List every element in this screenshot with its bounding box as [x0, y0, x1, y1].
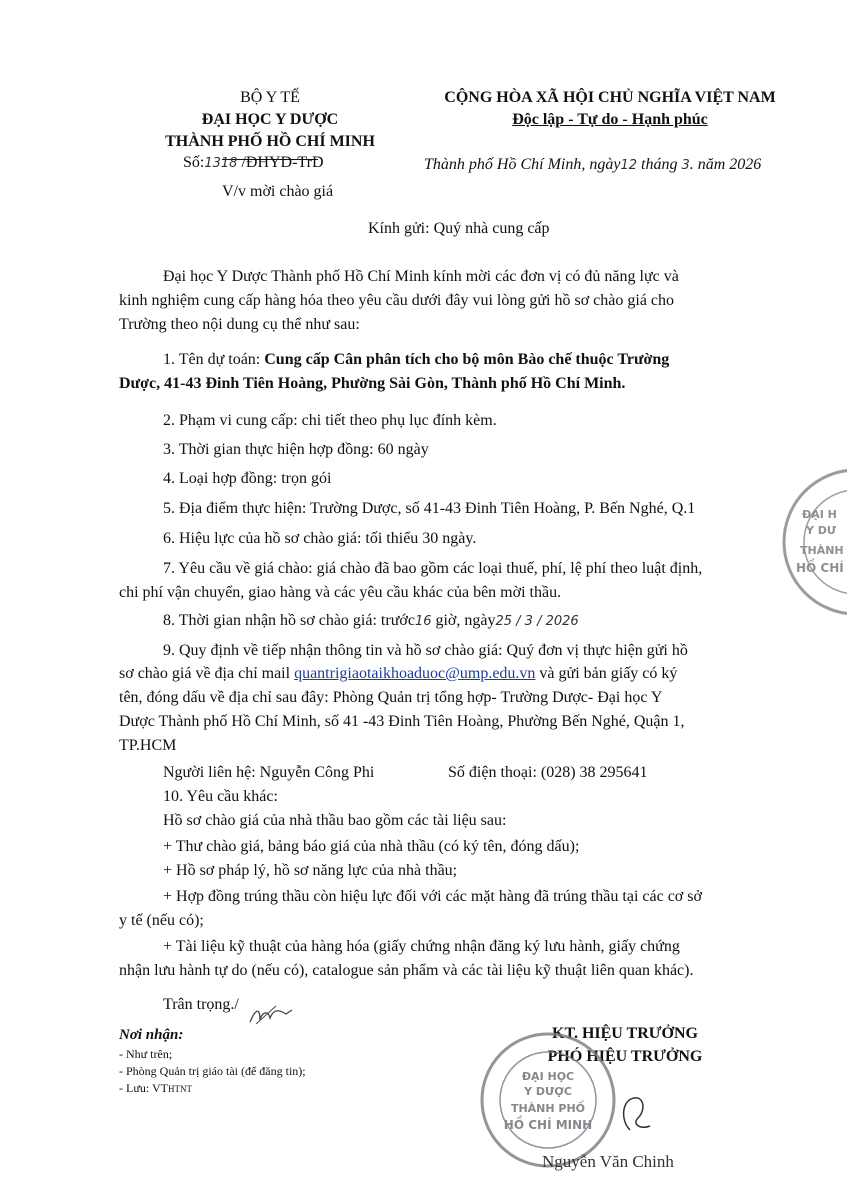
item-9-line-5: TP.HCM — [119, 737, 177, 754]
item-9-line-1: 9. Quy định về tiếp nhận thông tin và hồ sơ chào giá: Quý đơn vị thực hiện gửi hồ — [163, 642, 688, 659]
issuer-block — [120, 87, 420, 160]
deadline-date-handwritten: 25 / 3 / 2026 — [495, 614, 579, 629]
item-10-intro: Hồ sơ chào giá của nhà thầu bao gồm các tài liệu sau: — [163, 812, 507, 829]
signer-name: Nguyễn Văn Chinh — [542, 1152, 674, 1171]
document-subject: V/v mời chào giá — [222, 183, 334, 200]
university-name-line2: THÀNH PHỐ HỒ CHÍ MINH — [165, 133, 375, 150]
document-date: Thành phố Hồ Chí Minh, ngày12 tháng 3. năm 2026 — [424, 156, 762, 173]
intro-line-3: Trường theo nội dung cụ thể như sau: — [119, 316, 360, 333]
greeting: Kính gửi: Quý nhà cung cấp — [368, 220, 550, 237]
contact-person: Người liên hệ: Nguyễn Công Phi — [163, 764, 375, 781]
item-10-a: + Thư chào giá, bảng báo giá của nhà thầu (có ký tên, đóng dấu); — [163, 838, 580, 855]
deadline-hour-handwritten: 16 — [414, 614, 432, 629]
seal-text-4: HỒ CHÍ MINH — [503, 1118, 593, 1132]
item-10: 10. Yêu cầu khác: — [163, 788, 278, 805]
item-8: 8. Thời gian nhận hồ sơ chào giá: trước16 giờ, ngày25 / 3 / 2026 — [163, 612, 579, 629]
national-motto: Độc lập - Tự do - Hạnh phúc — [512, 111, 708, 128]
item-10-d-line-1: + Tài liệu kỹ thuật của hàng hóa (giấy chứng nhận đăng ký lưu hành, giấy chứng — [163, 938, 680, 955]
item-4: 4. Loại hợp đồng: trọn gói — [163, 470, 332, 487]
seal-text-1: ĐẠI HỌC — [521, 1070, 575, 1083]
date-month-handwritten: 3 — [681, 158, 690, 173]
side-seal-text-4: HỒ CHÍ — [796, 561, 844, 575]
document-number-handwritten: 1318 — [204, 156, 238, 171]
contact-phone: Số điện thoại: (028) 38 295641 — [448, 764, 648, 781]
item-2: 2. Phạm vi cung cấp: chi tiết theo phụ lục đính kèm. — [163, 412, 497, 429]
item-9-line-2: sơ chào giá về địa chỉ mail quantrigiaotaikhoaduoc@ump.edu.vn và gửi bản giấy có ký — [119, 665, 678, 682]
intro-line-2: kinh nghiệm cung cấp hàng hóa theo yêu cầu dưới đây vui lòng gửi hồ sơ chào giá cho — [119, 292, 675, 309]
intro-line-1: Đại học Y Dược Thành phố Hồ Chí Minh kính mời các đơn vị có đủ năng lực và — [163, 268, 679, 285]
ministry-name: BỘ Y TẾ — [240, 89, 300, 106]
email-link[interactable]: quantrigiaotaikhoaduoc@ump.edu.vn — [294, 665, 536, 682]
item-3: 3. Thời gian thực hiện hợp đồng: 60 ngày — [163, 441, 429, 458]
seal-text-3: THÀNH PHỐ — [510, 1102, 586, 1115]
signature-scribble — [600, 1090, 660, 1140]
item-7-line-1: 7. Yêu cầu về giá chào: giá chào đã bao gồm các loại thuế, phí, lệ phí theo luật định, — [163, 560, 703, 577]
item-10-b: + Hồ sơ pháp lý, hồ sơ năng lực của nhà thầu; — [163, 862, 458, 879]
recipient-3: - Lưu: VTHTNT — [119, 1081, 192, 1095]
recipient-2: - Phòng Quản trị giáo tài (để đăng tin); — [119, 1064, 306, 1078]
closing: Trân trọng./ — [163, 996, 239, 1013]
date-day-handwritten: 12 — [620, 158, 637, 173]
recipient-1: - Như trên; — [119, 1047, 173, 1061]
item-6: 6. Hiệu lực của hồ sơ chào giá: tối thiểu 30 ngày. — [163, 530, 477, 547]
project-name: Cung cấp Cân phân tích cho bộ môn Bào chế thuộc Trường — [264, 351, 670, 368]
national-header — [420, 87, 800, 131]
side-seal-text-1: ĐẠI H — [802, 508, 837, 521]
item-10-d-line-2: nhận lưu hành tự do (nếu có), catalogue sản phẩm và các tài liệu kỹ thuật liên quan khác). — [119, 962, 694, 979]
side-seal — [776, 464, 847, 620]
initials-scribble — [246, 1002, 296, 1028]
seal-text-2: Y DƯỢC — [524, 1085, 572, 1098]
item-1-line-2: Dược, 41-43 Đinh Tiên Hoàng, Phường Sài Gòn, Thành phố Hồ Chí Minh. — [119, 375, 626, 392]
item-7-line-2: chi phí vận chuyển, giao hàng và các yêu cầu khác của bên mời thầu. — [119, 584, 562, 601]
signature-line-2: PHÓ HIỆU TRƯỞNG — [547, 1048, 703, 1065]
university-name-line1: ĐẠI HỌC Y DƯỢC — [201, 111, 339, 128]
item-5: 5. Địa điểm thực hiện: Trường Dược, số 41-43 Đinh Tiên Hoàng, P. Bến Nghé, Q.1 — [163, 500, 696, 517]
side-seal-text-2: Y DƯ — [806, 524, 837, 537]
country-name: CỘNG HÒA XÃ HỘI CHỦ NGHĨA VIỆT NAM — [444, 89, 776, 106]
item-10-c-line-1: + Hợp đồng trúng thầu còn hiệu lực đối với các mặt hàng đã trúng thầu tại các cơ sở — [163, 888, 702, 905]
recipients-title: Nơi nhận: — [119, 1027, 184, 1043]
side-seal-text-3: THÀNH — [800, 544, 844, 557]
item-9-line-4: Dược Thành phố Hồ Chí Minh, số 41 -43 Đinh Tiên Hoàng, Phường Bến Nghé, Quận 1, — [119, 713, 685, 730]
recipients-block — [119, 1027, 306, 1098]
item-10-c-line-2: y tế (nếu có); — [119, 912, 204, 929]
item-9-line-3: tên, đóng dấu về địa chỉ sau đây: Phòng Quản trị tổng hợp- Trường Dược- Đại học Y — [119, 689, 663, 706]
signature-line-1: KT. HIỆU TRƯỞNG — [552, 1025, 698, 1042]
item-1-line-1: 1. Tên dự toán: Cung cấp Cân phân tích cho bộ môn Bào chế thuộc Trường — [163, 351, 670, 368]
document-number: Số:1318 /ĐHYD-TrD — [183, 154, 324, 171]
official-seal — [478, 1030, 618, 1170]
